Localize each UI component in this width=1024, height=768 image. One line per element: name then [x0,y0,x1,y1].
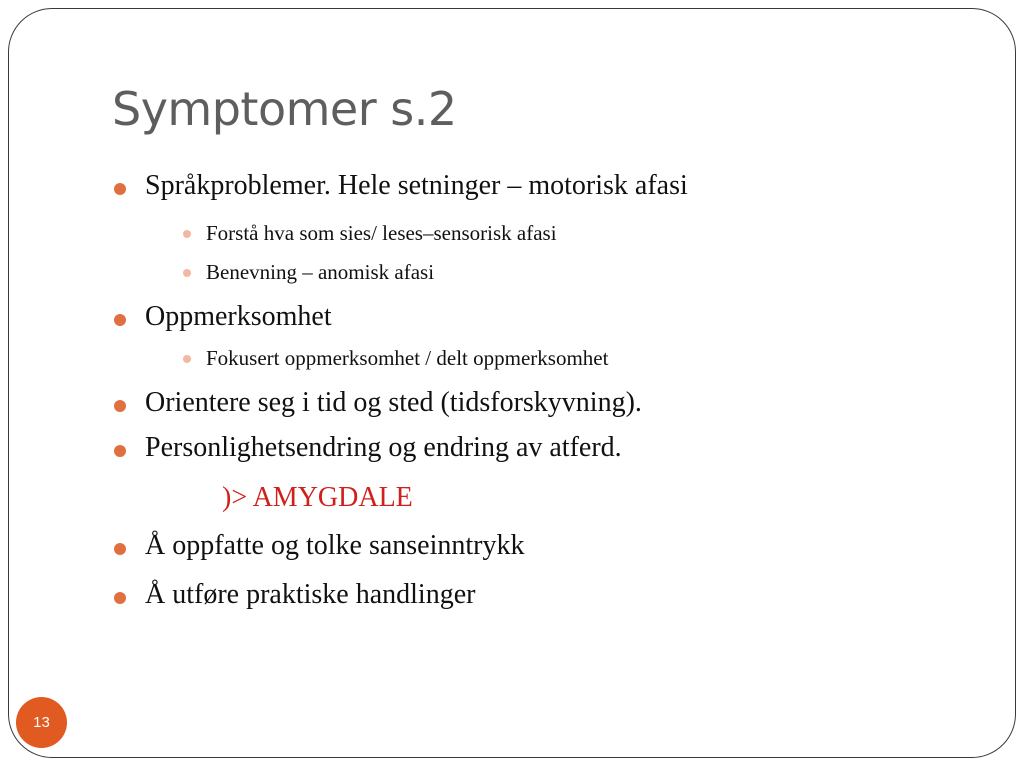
sub-bullet-item-sensorisk-afasi: Forstå hva som sies/ leses–sensorisk afasi [206,221,557,245]
bullet-dot [114,400,126,412]
sub-bullet-dot [183,269,191,277]
bullet-item-sprakproblemer: Språkproblemer. Hele setninger – motorisk afasi [145,170,688,201]
sub-bullet-dot [183,355,191,363]
bullet-dot [114,314,126,326]
bullet-item-sanseinntrykk: Å oppfatte og tolke sanseinntrykk [145,530,525,561]
sub-bullet-dot [183,230,191,238]
bullet-item-praktiske-handlinger: Å utføre praktiske handlinger [145,579,476,610]
bullet-dot [114,592,126,604]
slide-title: Symptomer s.2 [112,82,457,136]
bullet-item-orientere: Orientere seg i tid og sted (tidsforskyvning). [145,387,642,418]
bullet-dot [114,445,126,457]
amygdale-note: )> AMYGDALE [222,482,413,513]
page-number: 13 [33,714,50,731]
bullet-item-oppmerksomhet: Oppmerksomhet [145,301,332,332]
bullet-item-personlighetsendring: Personlighetsendring og endring av atferd. [145,432,622,463]
bullet-dot [114,543,126,555]
sub-bullet-item-fokusert: Fokusert oppmerksomhet / delt oppmerksomhet [206,346,609,370]
bullet-dot [114,183,126,195]
page-number-badge [16,697,67,748]
sub-bullet-item-anomisk-afasi: Benevning – anomisk afasi [206,260,435,284]
